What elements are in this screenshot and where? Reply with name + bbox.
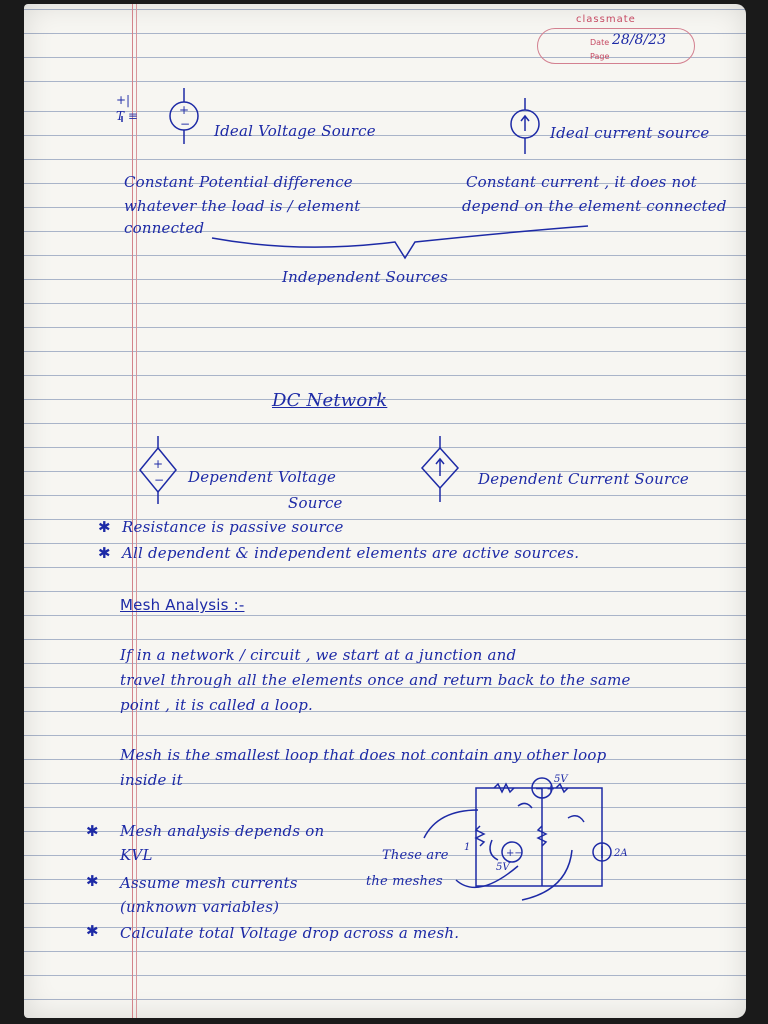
notebook-page — [24, 4, 746, 1018]
mesh-circuit-diagram — [418, 770, 628, 900]
source-2a-label: 2A — [614, 848, 628, 859]
svg-text:T ≡: T ≡ — [116, 109, 138, 123]
dependent-voltage-source-label-2: Source — [288, 494, 343, 512]
dc-network-heading: DC Network — [272, 390, 388, 411]
svg-text:+|: +| — [116, 93, 131, 107]
source-5v-bottom-label: 5V — [496, 862, 510, 873]
current-desc-line-1: Constant current , it does not — [466, 173, 697, 191]
svg-text:+−: +− — [506, 848, 523, 859]
mesh-para1-line-2: travel through all the elements once and return back to the same — [120, 671, 631, 689]
voltage-desc-line-1: Constant Potential difference — [124, 173, 353, 191]
svg-text:− +: − + — [535, 784, 555, 795]
brand-label: classmate — [576, 14, 636, 25]
svg-text:−: − — [154, 473, 165, 487]
mesh-para2-line-1: Mesh is the smallest loop that does not contain any other loop — [120, 746, 607, 764]
mesh-analysis-heading: Mesh Analysis :- — [120, 596, 245, 614]
dependent-voltage-source-label-1: Dependent Voltage — [188, 468, 337, 486]
svg-text:+: + — [153, 457, 164, 471]
dependent-voltage-source-icon — [138, 436, 182, 506]
svg-text:−: − — [180, 117, 191, 131]
mesh-para2-line-2: inside it — [120, 771, 183, 789]
date-value: 28/8/23 — [612, 32, 666, 48]
mesh-bullet-1-line-1: Mesh analysis depends on — [120, 822, 325, 840]
current-desc-line-2: depend on the element connected — [462, 197, 727, 215]
margin-line-inner — [136, 4, 137, 1018]
grouping-brace — [210, 224, 600, 264]
independent-sources-label: Independent Sources — [282, 268, 449, 286]
dependent-current-source-icon — [420, 436, 464, 506]
mesh-para1-line-1: If in a network / circuit , we start at a junction and — [120, 646, 517, 664]
ideal-current-source-icon — [508, 98, 548, 158]
meshes-annotation-line-2: the meshes — [366, 874, 443, 889]
asterisk-icon: ✱ — [86, 922, 99, 940]
bullet-passive: Resistance is passive source — [122, 518, 344, 536]
meshes-annotation-line-1: These are — [382, 848, 449, 863]
ideal-current-source-title: Ideal current source — [550, 124, 710, 142]
page-label: Page — [590, 52, 610, 61]
mesh-para1-line-3: point , it is called a loop. — [120, 696, 314, 714]
mesh-bullet-1-line-2: KVL — [120, 846, 153, 864]
mesh-bullet-2-line-2: (unknown variables) — [120, 898, 280, 916]
asterisk-icon: ✱ — [86, 872, 99, 890]
ideal-voltage-source-title: Ideal Voltage Source — [214, 122, 376, 140]
asterisk-icon: ✱ — [98, 518, 111, 536]
voltage-desc-line-2: whatever the load is / element — [124, 197, 361, 215]
dependent-current-source-label: Dependent Current Source — [478, 470, 690, 488]
voltage-desc-line-3: connected — [124, 219, 205, 237]
margin-line — [132, 4, 133, 1018]
resistor-mark-label: 1 — [464, 842, 471, 853]
ideal-voltage-source-icon — [114, 88, 204, 148]
svg-text:+: + — [179, 103, 190, 117]
source-5v-top-label: 5V — [554, 774, 568, 785]
asterisk-icon: ✱ — [98, 544, 111, 562]
date-label: Date — [590, 38, 610, 47]
mesh-bullet-2-line-1: Assume mesh currents — [120, 874, 298, 892]
bullet-active: All dependent & independent elements are active sources. — [122, 544, 580, 562]
asterisk-icon: ✱ — [86, 822, 99, 840]
mesh-bullet-3: Calculate total Voltage drop across a mesh. — [120, 924, 460, 942]
